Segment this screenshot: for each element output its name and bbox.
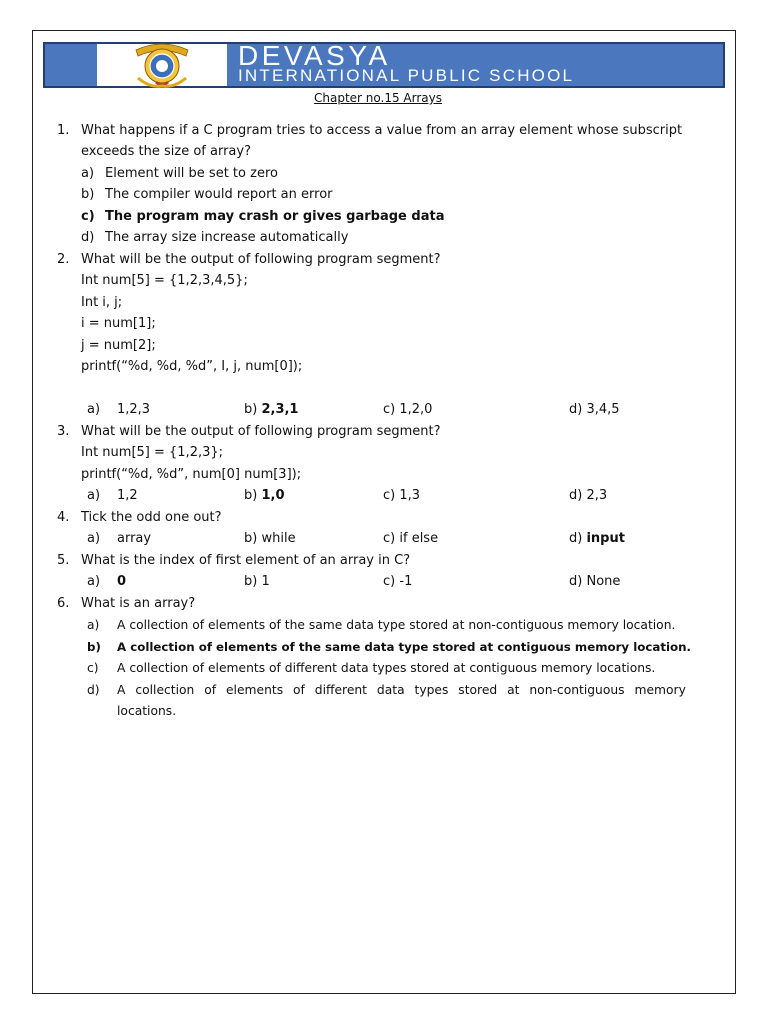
code-line: printf(“%d, %d”, num[0] num[3]); [81,467,302,482]
question-text: What will be the output of following program segment? [81,252,441,267]
question-number: 1. [57,123,70,138]
option-3c: c) 1,3 [383,488,421,503]
option-1a [81,166,278,182]
school-name: DEVASYA [238,40,391,71]
chapter-title: Chapter no.15 Arrays [314,91,442,105]
option-2b: b) 2,3,1 [244,402,299,417]
option-5c: c) -1 [383,574,413,589]
option-2c: c) 1,2,0 [383,402,433,417]
code-line: printf(“%d, %d, %d”, I, j, num[0]); [81,359,303,374]
worksheet-page [32,30,736,994]
question-text: What happens if a C program tries to access a value from an array element whose subscript [81,123,683,138]
question-text: Tick the odd one out? [81,510,222,525]
question-number: 2. [57,252,70,267]
question-text: What will be the output of following program segment? [81,424,441,439]
option-6b-answer: b) A collection of elements of the same data type stored at contiguous memory location. [87,640,691,654]
option-6d-continuation: locations. [117,704,177,718]
code-line: i = num[1]; [81,316,156,331]
option-2d: d) 3,4,5 [569,402,620,417]
option-1c-answer [81,209,445,225]
option-3b: b) 1,0 [244,488,285,503]
logo-area [97,44,227,86]
school-banner [43,42,725,88]
option-letter: b) [81,187,95,202]
option-6a: a) A collection of elements of the same data type stored at non-contiguous memory location. [87,618,676,632]
option-6c: c) A collection of elements of different data types stored at contiguous memory locations. [87,661,656,675]
option-4a: a) array [87,531,152,546]
question-text: What is the index of first element of an array in C? [81,553,411,568]
school-crest-logo [130,42,194,88]
option-text: The program may crash or gives garbage data [105,209,445,224]
option-4d: d) input [569,531,625,546]
question-number: 6. [57,596,70,611]
option-1d [81,230,349,246]
option-letter: c) [81,209,95,224]
code-line: Int i, j; [81,295,123,310]
question-text-continuation: exceeds the size of array? [81,144,251,159]
question-number: 5. [57,553,70,568]
code-line: Int num[5] = {1,2,3}; [81,445,224,460]
option-3a: a) 1,2 [87,488,138,503]
code-line: j = num[2]; [81,338,156,353]
school-subtitle: INTERNATIONAL PUBLIC SCHOOL [238,66,575,85]
option-4b: b) while [244,531,296,546]
option-6d: d) A collection of elements of different data types stored at non-contiguous memory [87,683,686,697]
option-5a: a) 0 [87,574,127,589]
question-text: What is an array? [81,596,196,611]
question-number: 3. [57,424,70,439]
code-line: Int num[5] = {1,2,3,4,5}; [81,273,248,288]
option-text: The array size increase automatically [105,230,349,245]
question-number: 4. [57,510,70,525]
option-5d: d) None [569,574,621,589]
option-1b [81,187,333,203]
option-text: The compiler would report an error [105,187,333,202]
option-2a: a) 1,2,3 [87,402,151,417]
option-letter: d) [81,230,95,245]
option-5b: b) 1 [244,574,270,589]
option-text: Element will be set to zero [105,166,278,181]
option-4c: c) if else [383,531,439,546]
option-letter: a) [81,166,95,181]
option-3d: d) 2,3 [569,488,608,503]
